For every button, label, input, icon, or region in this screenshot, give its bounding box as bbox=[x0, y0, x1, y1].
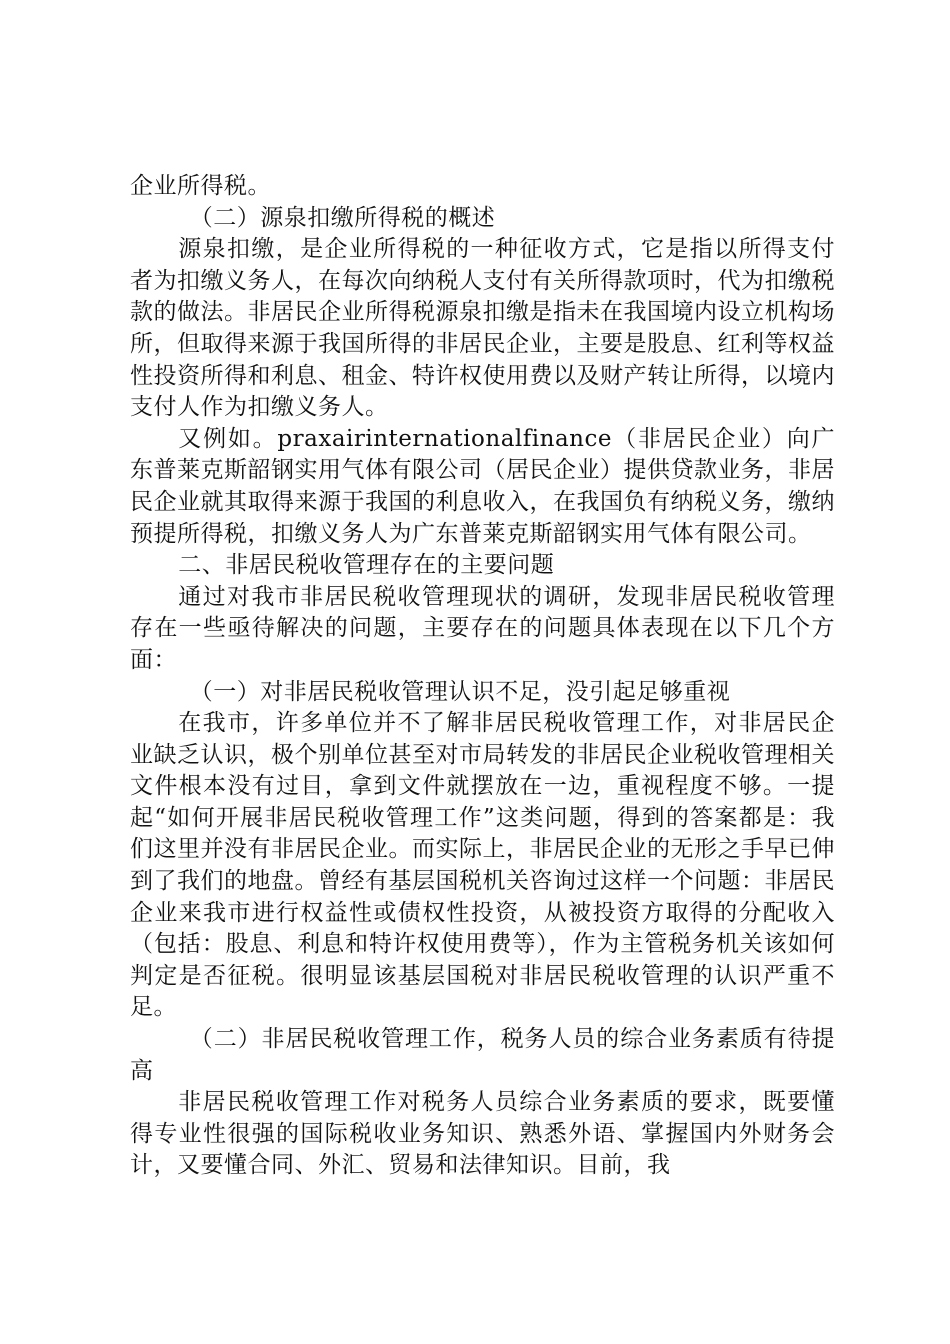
paragraph-staff-requirements: 非居民税收管理工作对税务人员综合业务素质的要求，既要懂得专业性很强的国际税收业务知识、熟悉外语、掌握国内外财务会计，又要懂合同、外汇、贸易和法律知识。目前，我 bbox=[130, 1089, 835, 1179]
paragraph-example: 又例如。praxairinternationalfinance（非居民企业）向广东普莱克斯韶钢实用气体有限公司（居民企业）提供贷款业务，非居民企业就其取得来源于我国的利息收入，在我国负有纳税义务，缴纳预提所得税，扣缴义务人为广东普莱克斯韶钢实用气体有限公司。 bbox=[130, 425, 835, 547]
section-heading-staff-quality: （二）非居民税收管理工作，税务人员的综合业务素质有待提高 bbox=[130, 1026, 835, 1084]
section-heading-withholding-overview: （二）源泉扣缴所得税的概述 bbox=[189, 204, 496, 231]
paragraph-survey-intro: 通过对我市非居民税收管理现状的调研，发现非居民税收管理存在一些亟待解决的问题，主要存在的问题具体表现在以下几个方面： bbox=[130, 583, 835, 673]
paragraph-continuation: 企业所得税。 bbox=[130, 173, 271, 199]
section-heading-insufficient-awareness: （一）对非居民税收管理认识不足，没引起足够重视 bbox=[189, 678, 731, 705]
paragraph-awareness-details: 在我市，许多单位并不了解非居民税收管理工作，对非居民企业缺乏认识，极个别单位甚至对市局转发的非居民企业税收管理相关文件根本没有过目，拿到文件就摆放在一边，重视程度不够。一提起“如何开展非居民税收管理工作”这类问题，得到的答案都是：我们这里并没有非居民企业。而实际上，非居民企业的无形之手早已伸到了我们的地盘。曾经有基层国税机关咨询过这样一个问题：非居民企业来我市进行权益性或债权性投资，从被投资方取得的分配收入（包括：股息、利息和特许权使用费等），作为主管税务机关该如何判定是否征税。很明显该基层国税对非居民税收管理的认识严重不足。 bbox=[130, 710, 835, 1021]
section-heading-main-problems: 二、非居民税收管理存在的主要问题 bbox=[178, 552, 555, 579]
document-body bbox=[130, 171, 835, 1182]
paragraph-withholding-definition: 源泉扣缴，是企业所得税的一种征收方式，它是指以所得支付者为扣缴义务人，在每次向纳税人支付有关所得款项时，代为扣缴税款的做法。非居民企业所得税源泉扣缴是指未在我国境内设立机构场所，但取得来源于我国所得的非居民企业，主要是股息、红利等权益性投资所得和利息、租金、特许权使用费以及财产转让所得，以境内支付人作为扣缴义务人。 bbox=[130, 236, 835, 421]
